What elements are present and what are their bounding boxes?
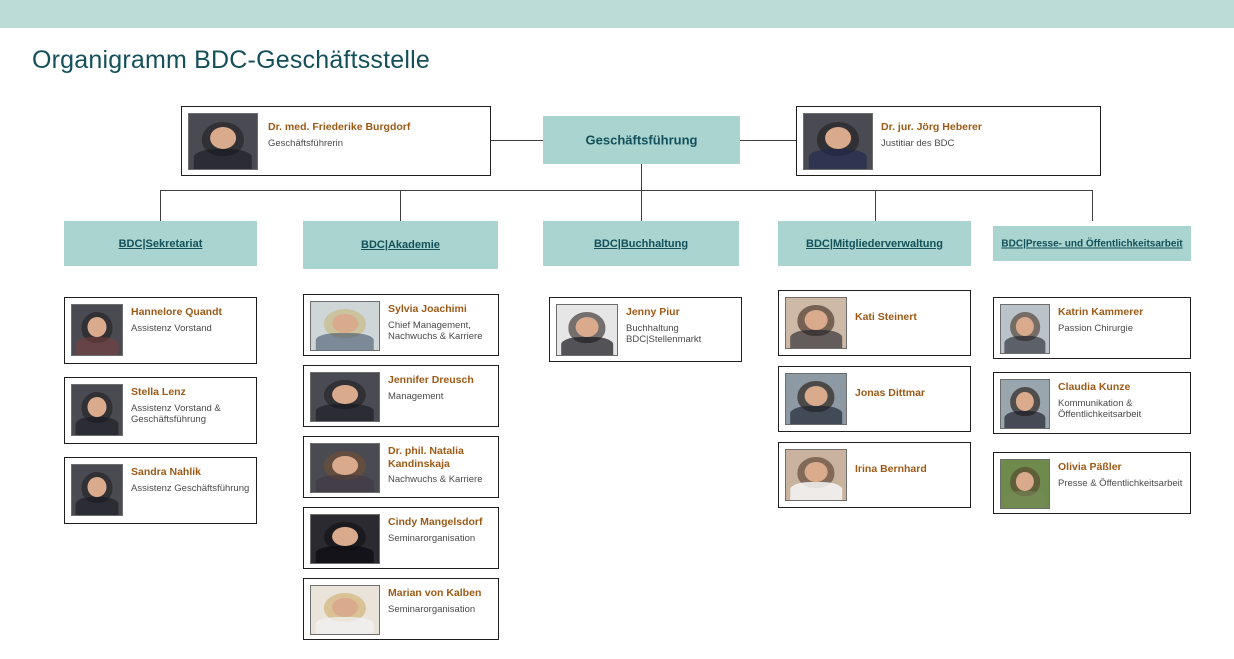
connector (1092, 190, 1093, 221)
portrait-marian-von-kalben-photo (310, 585, 380, 635)
connector (641, 164, 642, 190)
person-role: Geschäftsführerin (268, 137, 343, 149)
person-role: Seminarorganisation (388, 532, 476, 544)
person-role: Seminarorganisation (388, 603, 476, 615)
portrait-cindy-mangelsdorf-photo (310, 514, 380, 564)
person-role: Nachwuchs & Karriere (388, 474, 483, 486)
card-joerg-heberer (796, 106, 1101, 176)
department-header-buchhaltung (543, 221, 739, 266)
connector (160, 190, 161, 221)
member-card (64, 457, 257, 524)
connector-bus (160, 190, 1092, 191)
department-label: BDC|Sekretariat (118, 237, 203, 250)
portrait-katrin-kammerer-photo (1000, 304, 1050, 354)
member-card (993, 452, 1191, 514)
department-header-presse (993, 226, 1191, 261)
node-geschaeftsfuehrung (543, 116, 740, 164)
member-card (303, 294, 499, 356)
member-card (303, 578, 499, 640)
card-friederike-burgdorf (181, 106, 491, 176)
person-name: Hannelore Quandt (131, 306, 223, 318)
portrait-friederike-burgdorf-photo (188, 113, 258, 170)
person-role: Management (388, 390, 444, 402)
connector (400, 190, 401, 221)
person-name: Jenny Piur (626, 306, 680, 318)
person-name: Claudia Kunze (1058, 381, 1131, 393)
person-role: Presse & Öffentlichkeitsarbeit (1058, 477, 1183, 489)
person-role: Chief Management, Nachwuchs & Karriere (388, 319, 483, 343)
person-name: Dr. med. Friederike Burgdorf (268, 121, 411, 133)
department-label: BDC|Mitgliederverwaltung (806, 237, 943, 250)
person-name: Sandra Nahlik (131, 466, 202, 478)
top-decorative-band (0, 0, 1234, 28)
person-name: Irina Bernhard (855, 463, 927, 475)
portrait-stella-lenz-photo (71, 384, 123, 436)
person-name: Kati Steinert (855, 311, 917, 323)
portrait-sandra-nahlik-photo (71, 464, 123, 516)
person-name: Sylvia Joachimi (388, 303, 467, 315)
person-role: Assistenz Vorstand & Geschäftsführung (131, 402, 221, 426)
portrait-jenny-piur-photo (556, 304, 618, 356)
member-card (64, 297, 257, 364)
member-card (303, 507, 499, 569)
connector (491, 140, 543, 141)
connector (740, 140, 796, 141)
portrait-joerg-heberer-photo (803, 113, 873, 170)
department-label: BDC|Presse- und Öffentlichkeitsarbeit (1001, 238, 1183, 249)
member-card (778, 290, 971, 356)
member-card (778, 366, 971, 432)
member-card (993, 297, 1191, 359)
person-name: Dr. phil. Natalia Kandinskaja (388, 445, 464, 470)
person-role: Assistenz Vorstand (131, 322, 212, 334)
person-name: Katrin Kammerer (1058, 306, 1144, 318)
department-header-akademie (303, 221, 498, 269)
member-card (778, 442, 971, 508)
node-label: Geschäftsführung (585, 132, 698, 148)
portrait-jennifer-dreusch-photo (310, 372, 380, 422)
person-name: Stella Lenz (131, 386, 186, 398)
department-label: BDC|Buchhaltung (593, 237, 689, 250)
person-name: Jonas Dittmar (855, 387, 926, 399)
person-name: Cindy Mangelsdorf (388, 516, 483, 528)
person-role: Kommunikation & Öffentlichkeitsarbeit (1058, 397, 1142, 421)
portrait-kati-steinert-photo (785, 297, 847, 349)
portrait-claudia-kunze-photo (1000, 379, 1050, 429)
member-card (303, 365, 499, 427)
connector (875, 190, 876, 221)
person-role: Buchhaltung BDC|Stellenmarkt (626, 322, 702, 346)
department-header-mitgliederverwaltung (778, 221, 971, 266)
person-role: Passion Chirurgie (1058, 322, 1133, 334)
person-role: Assistenz Geschäftsführung (131, 482, 250, 494)
person-name: Olivia Päßler (1058, 461, 1122, 473)
portrait-jonas-dittmar-photo (785, 373, 847, 425)
portrait-irina-bernhard-photo (785, 449, 847, 501)
portrait-hannelore-quandt-photo (71, 304, 123, 356)
department-label: BDC|Akademie (361, 239, 440, 251)
page-title: Organigramm BDC-Geschäftsstelle (32, 46, 430, 74)
person-role: Justitiar des BDC (881, 137, 955, 149)
department-header-sekretariat (64, 221, 257, 266)
member-card (303, 436, 499, 498)
person-name: Dr. jur. Jörg Heberer (881, 121, 982, 133)
connector (641, 190, 642, 221)
portrait-sylvia-joachimi-photo (310, 301, 380, 351)
portrait-natalia-kandinskaja-photo (310, 443, 380, 493)
portrait-olivia-paessler-photo (1000, 459, 1050, 509)
member-card (993, 372, 1191, 434)
person-name: Jennifer Dreusch (388, 374, 474, 386)
member-card (64, 377, 257, 444)
person-name: Marian von Kalben (388, 587, 482, 599)
member-card (549, 297, 742, 362)
